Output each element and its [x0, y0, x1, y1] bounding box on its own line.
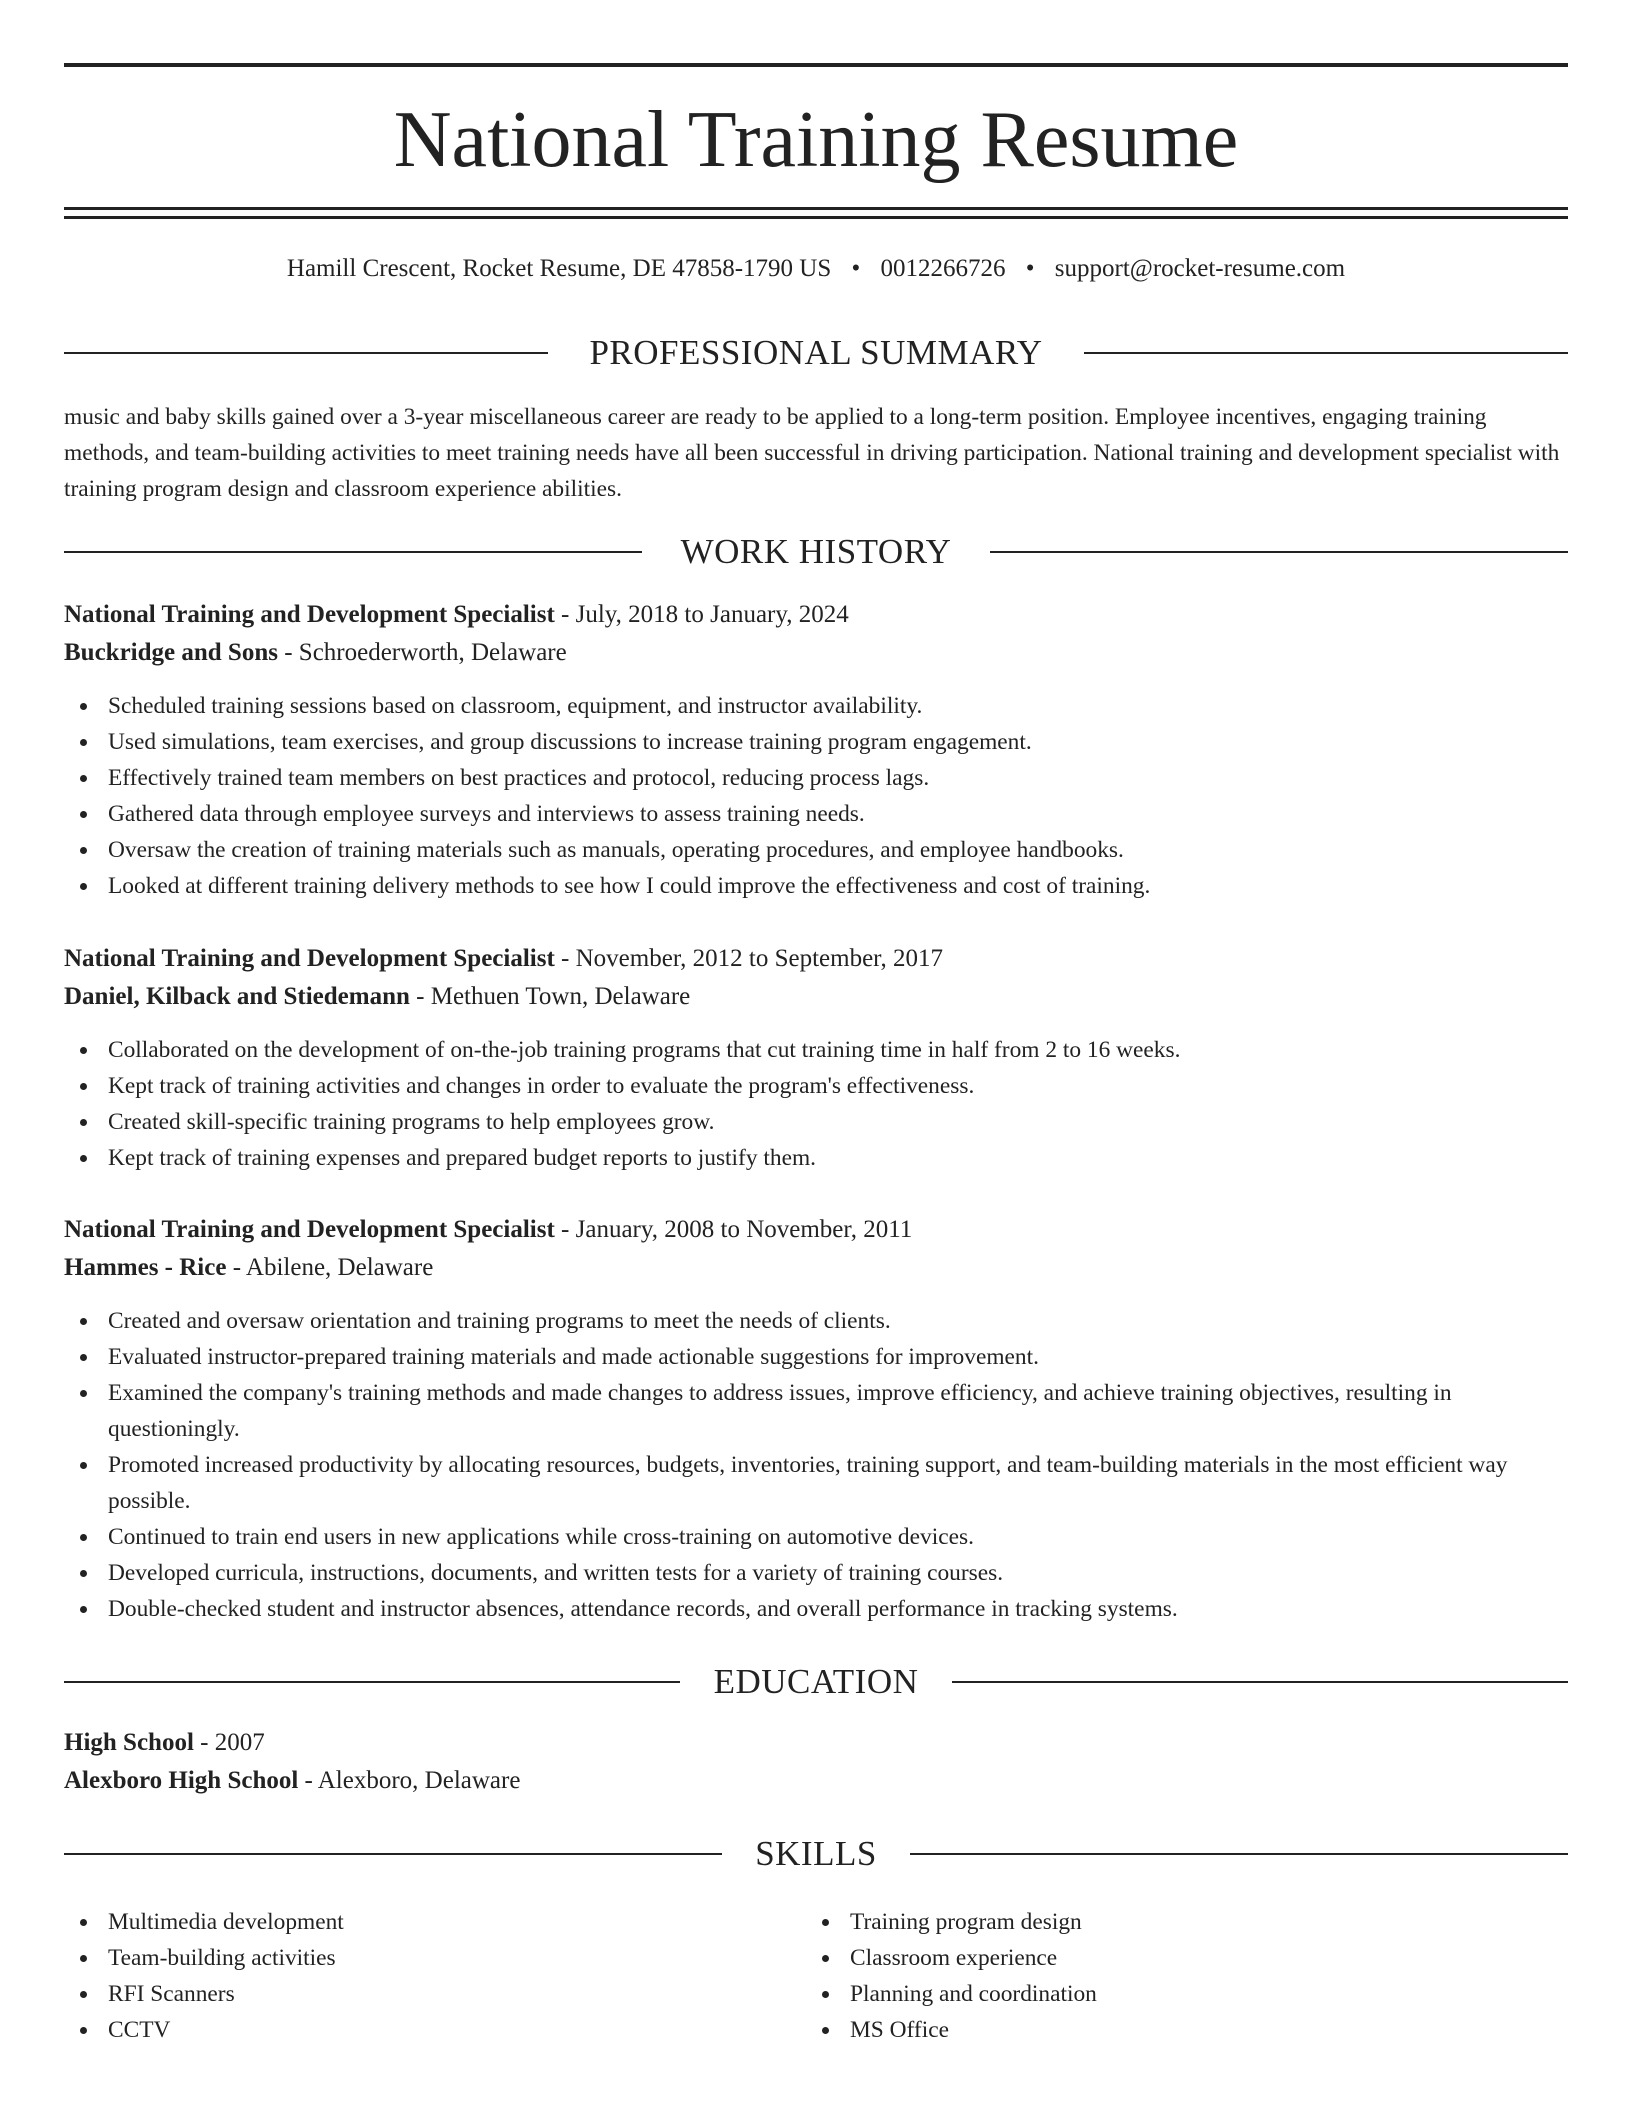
skills-list-right	[806, 1904, 1506, 2048]
section-title: SKILLS	[755, 1834, 877, 1873]
skill-item: Classroom experience	[806, 1940, 1506, 1976]
section-title: PROFESSIONAL SUMMARY	[589, 333, 1043, 372]
skill-item: CCTV	[64, 2012, 764, 2048]
job-company: Daniel, Kilback and Stiedemann	[64, 983, 410, 1010]
section-heading-education	[64, 1660, 1568, 1704]
job-title: National Training and Development Specialist	[64, 601, 555, 628]
section-title: WORK HISTORY	[680, 532, 952, 571]
job-dates: - November, 2012 to September, 2017	[554, 945, 943, 972]
job-company-line	[64, 978, 1568, 1016]
job-company: Hammes - Rice	[64, 1254, 227, 1281]
list-item: Promoted increased productivity by allocating resources, budgets, inventories, training support, and team-building materials in the most efficient way possible.	[64, 1447, 1568, 1519]
skill-item: MS Office	[806, 2012, 1506, 2048]
job-bullets	[64, 1303, 1568, 1627]
skill-item: Team-building activities	[64, 1940, 764, 1976]
title-double-rule	[64, 207, 1568, 219]
summary-text: music and baby skills gained over a 3-year miscellaneous career are ready to be applied to a long-term position. Employee incentives, engaging training methods, and team-building activities to meet training needs have all been successful in driving participation. National training and development specialist with training program design and classroom experience abilities.	[64, 404, 1560, 502]
job-title-line	[64, 596, 1568, 634]
resume-title: National Training Resume	[393, 96, 1239, 184]
list-item: Double-checked student and instructor absences, attendance records, and overall performance in tracking systems.	[64, 1591, 1568, 1627]
job-company: Buckridge and Sons	[64, 639, 278, 666]
heading-rule	[990, 551, 1568, 553]
job-bullets	[64, 688, 1568, 904]
job-title-line	[64, 940, 1568, 978]
job-bullets	[64, 1032, 1568, 1176]
contact-line	[64, 253, 1568, 285]
list-item: Kept track of training activities and changes in order to evaluate the program's effectiveness.	[64, 1068, 1568, 1104]
contact-phone: 0012266726	[880, 255, 1006, 282]
section-heading-skills	[64, 1832, 1568, 1876]
skill-item: Multimedia development	[64, 1904, 764, 1940]
list-item: Gathered data through employee surveys and interviews to assess training needs.	[64, 796, 1568, 832]
skills-list-left	[64, 1904, 764, 2048]
contact-separator: •	[1025, 255, 1035, 282]
heading-rule	[952, 1681, 1568, 1683]
job-title: National Training and Development Specialist	[64, 1216, 555, 1243]
list-item: Scheduled training sessions based on classroom, equipment, and instructor availability.	[64, 688, 1568, 724]
list-item: Examined the company's training methods and made changes to address issues, improve efficiency, and achieve training objectives, resulting in questioningly.	[64, 1375, 1568, 1447]
job-title-line	[64, 1211, 1568, 1249]
list-item: Collaborated on the development of on-the-job training programs that cut training time in half from 2 to 16 weeks.	[64, 1032, 1568, 1068]
job-dates: - January, 2008 to November, 2011	[554, 1216, 913, 1243]
job-dates: - July, 2018 to January, 2024	[554, 601, 849, 628]
list-item: Used simulations, team exercises, and group discussions to increase training program engagement.	[64, 724, 1568, 760]
job-title: National Training and Development Specialist	[64, 945, 555, 972]
top-rule	[64, 63, 1568, 67]
list-item: Evaluated instructor-prepared training materials and made actionable suggestions for improvement.	[64, 1339, 1568, 1375]
contact-separator: •	[851, 255, 861, 282]
education-year: - 2007	[193, 1729, 265, 1756]
list-item: Developed curricula, instructions, documents, and written tests for a variety of training courses.	[64, 1555, 1568, 1591]
section-heading-work-history	[64, 530, 1568, 574]
heading-rule	[910, 1853, 1568, 1855]
job-company-line	[64, 634, 1568, 672]
section-heading-summary	[64, 331, 1568, 375]
list-item: Looked at different training delivery methods to see how I could improve the effectiveness and cost of training.	[64, 868, 1568, 904]
list-item: Oversaw the creation of training materials such as manuals, operating procedures, and employee handbooks.	[64, 832, 1568, 868]
education-location: - Alexboro, Delaware	[298, 1767, 521, 1794]
job-location: - Schroederworth, Delaware	[277, 639, 567, 666]
list-item: Continued to train end users in new applications while cross-training on automotive devices.	[64, 1519, 1568, 1555]
contact-email: support@rocket-resume.com	[1054, 255, 1346, 282]
skill-item: RFI Scanners	[64, 1976, 764, 2012]
list-item: Kept track of training expenses and prepared budget reports to justify them.	[64, 1140, 1568, 1176]
list-item: Created skill-specific training programs to help employees grow.	[64, 1104, 1568, 1140]
education-school-line	[64, 1762, 1568, 1800]
job-location: - Abilene, Delaware	[226, 1254, 434, 1281]
job-location: - Methuen Town, Delaware	[409, 983, 691, 1010]
education-degree: High School	[64, 1729, 194, 1756]
education-degree-line	[64, 1724, 1568, 1762]
skill-item: Planning and coordination	[806, 1976, 1506, 2012]
education-school: Alexboro High School	[64, 1767, 299, 1794]
list-item: Effectively trained team members on best practices and protocol, reducing process lags.	[64, 760, 1568, 796]
job-company-line	[64, 1249, 1568, 1287]
contact-address: Hamill Crescent, Rocket Resume, DE 47858-1790 US	[286, 255, 832, 282]
section-title: EDUCATION	[713, 1662, 919, 1701]
skill-item: Training program design	[806, 1904, 1506, 1940]
heading-rule	[1084, 352, 1568, 354]
list-item: Created and oversaw orientation and training programs to meet the needs of clients.	[64, 1303, 1568, 1339]
